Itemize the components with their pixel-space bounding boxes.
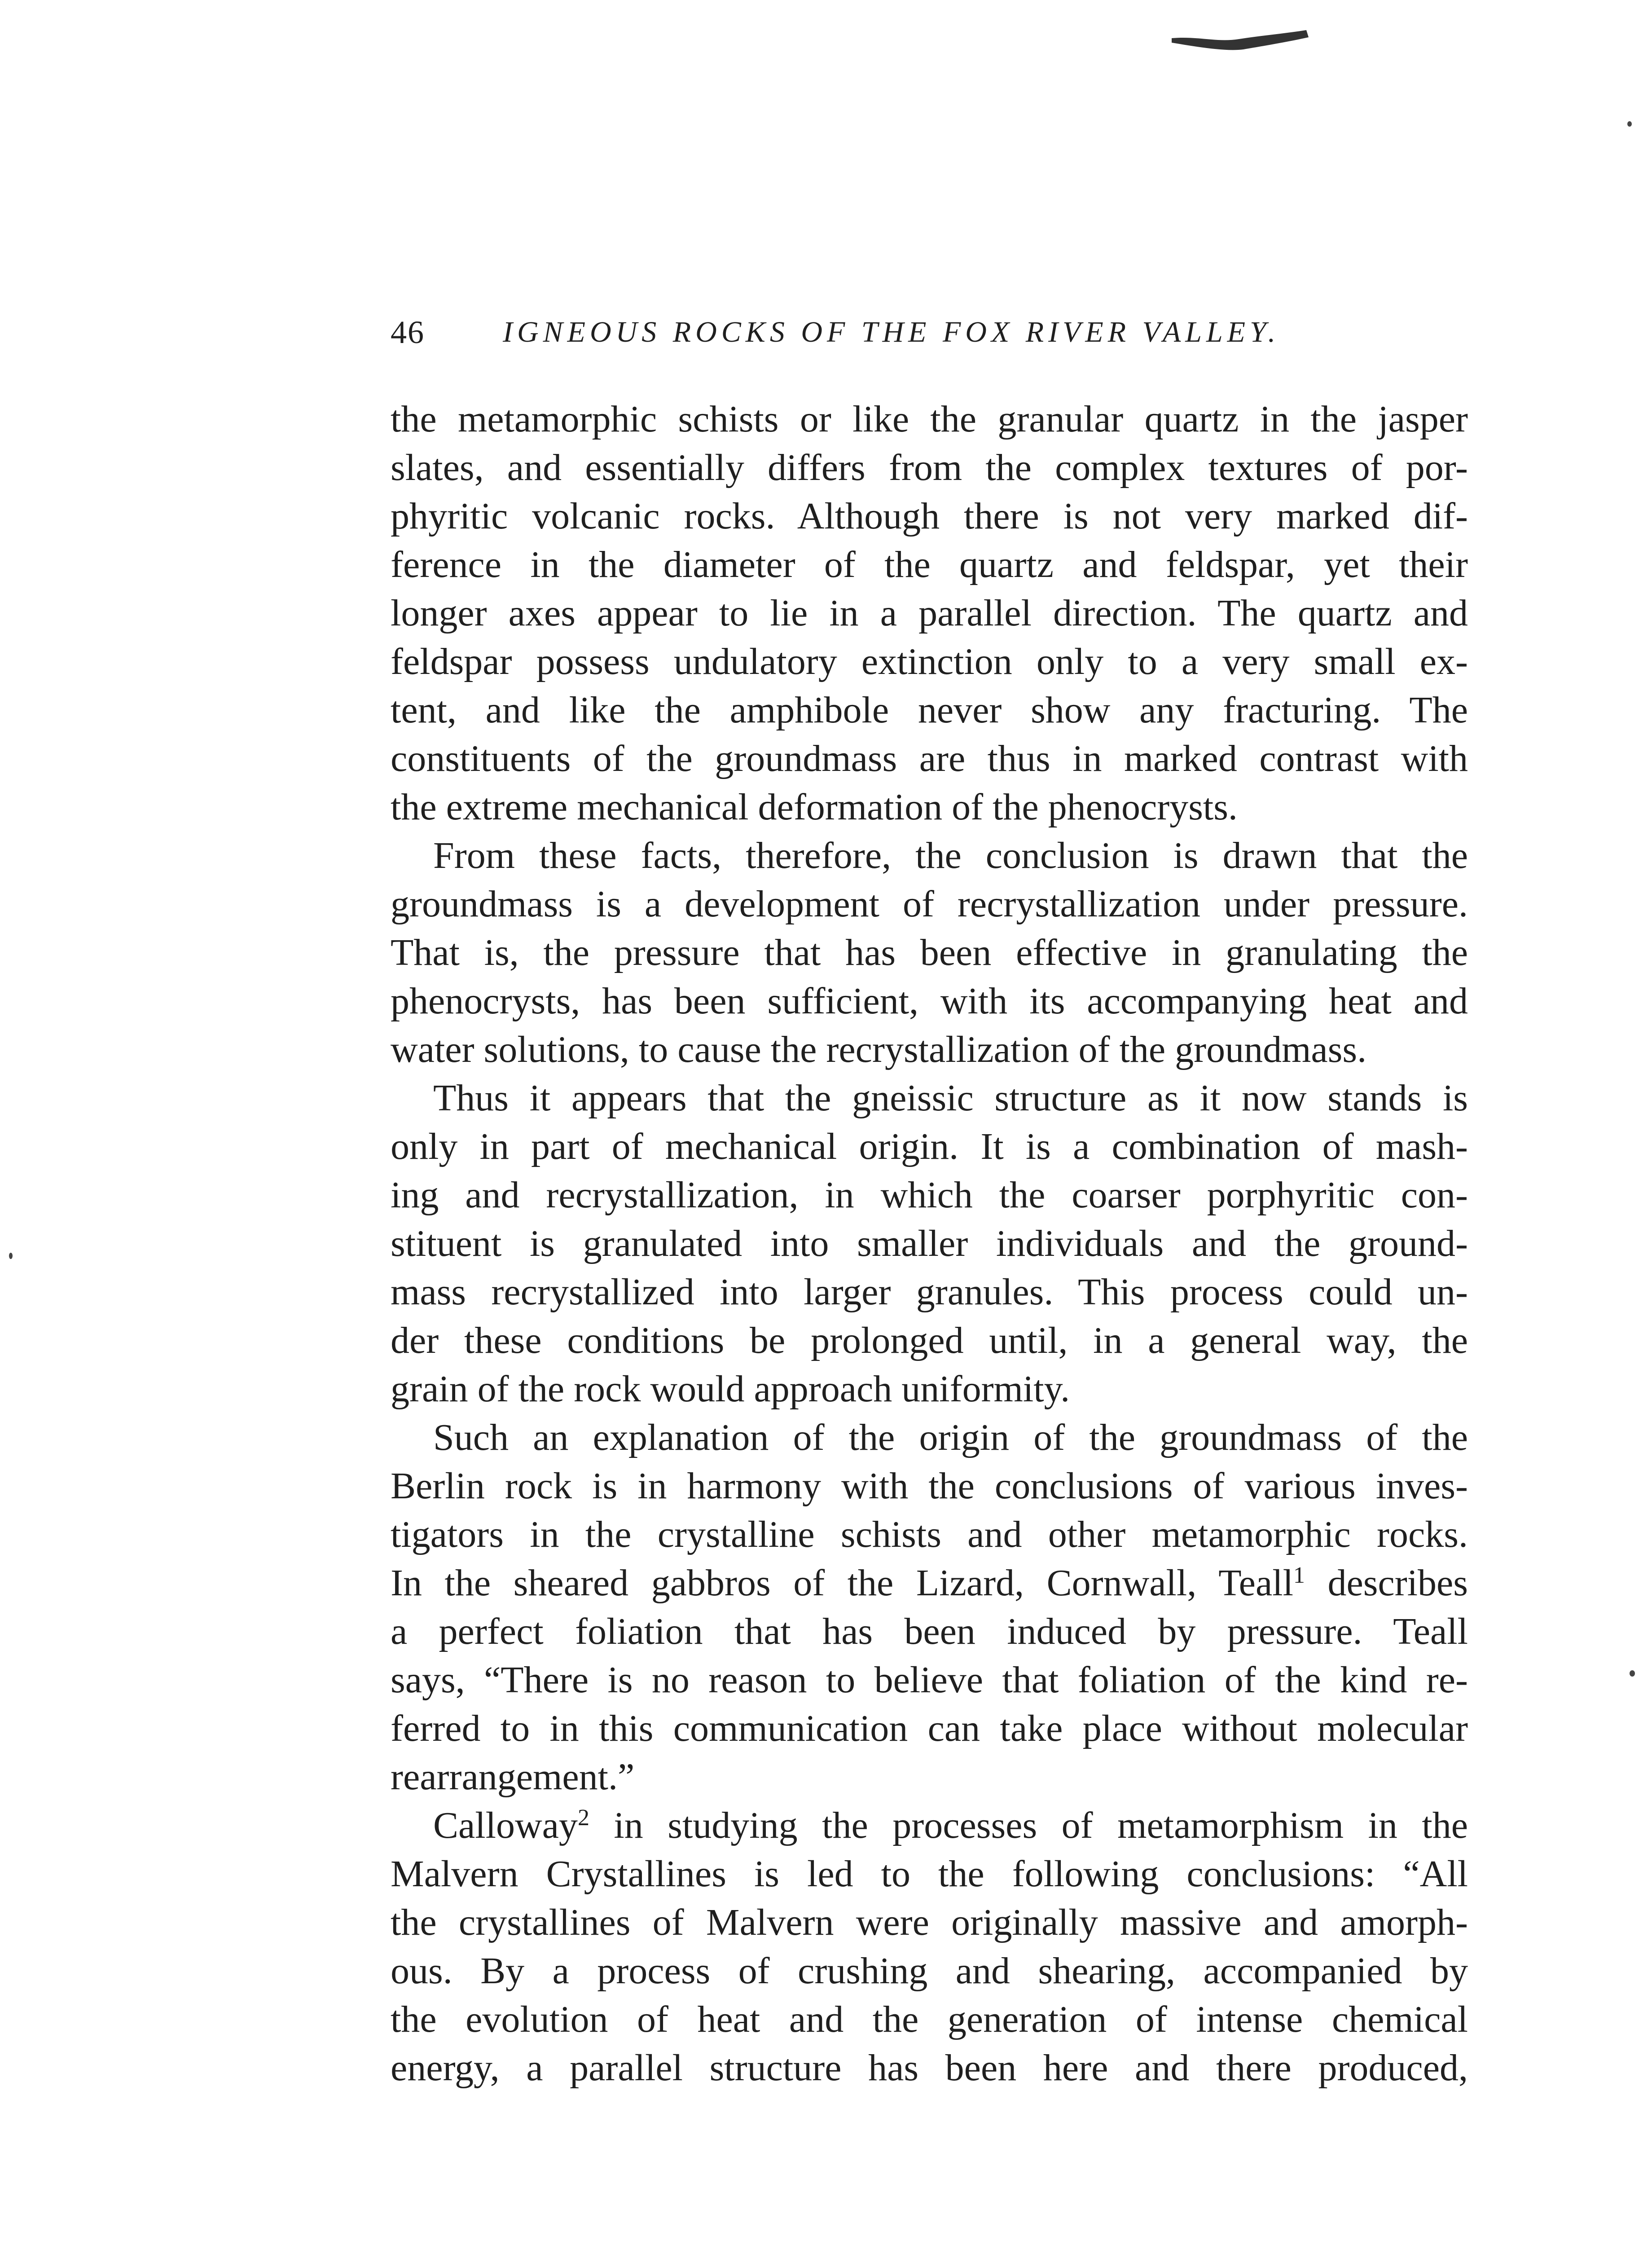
text-line: slates, and essentially differs from the complex textures of por-	[391, 447, 1468, 489]
line-text: Calloway	[433, 1805, 578, 1846]
text-line: ous. By a process of crushing and shearing, accompanied by	[391, 1950, 1468, 1992]
text-line-with-footnote	[391, 1559, 1468, 1607]
footnote-ref-2: 2	[577, 1805, 589, 1831]
text-line: water solutions, to cause the recrystallization of the groundmass.	[391, 1029, 1367, 1070]
scan-speck	[1630, 1670, 1635, 1677]
line-text-tail: in studying the processes of metamorphism in the	[589, 1805, 1468, 1846]
text-line: Malvern Crystallines is led to the following conclusions: “All	[391, 1853, 1468, 1895]
text-line: phenocrysts, has been sufficient, with its accompanying heat and	[391, 980, 1468, 1022]
text-line: groundmass is a development of recrystallization under pressure.	[391, 883, 1468, 925]
text-line: the metamorphic schists or like the granular quartz in the jasper	[391, 398, 1468, 440]
text-line: feldspar possess undulatory extinction only to a very small ex-	[391, 641, 1468, 682]
text-line: From these facts, therefore, the conclusion is drawn that the	[433, 835, 1468, 876]
page-number: 46	[391, 314, 425, 350]
running-title: IGNEOUS ROCKS OF THE FOX RIVER VALLEY.	[503, 316, 1280, 348]
text-line: ing and recrystallization, in which the coarser porphyritic con-	[391, 1174, 1468, 1216]
text-line: a perfect foliation that has been induced by pressure. Teall	[391, 1611, 1468, 1652]
text-line: Such an explanation of the origin of the groundmass of the	[433, 1417, 1468, 1458]
text-line: der these conditions be prolonged until, in a general way, the	[391, 1320, 1468, 1361]
text-line: grain of the rock would approach uniformity.	[391, 1368, 1070, 1410]
text-line: the extreme mechanical deformation of the phenocrysts.	[391, 786, 1238, 828]
text-line: mass recrystallized into larger granules. This process could un-	[391, 1271, 1468, 1313]
page-header	[391, 305, 1481, 359]
text-line: Berlin rock is in harmony with the conclusions of various inves-	[391, 1465, 1468, 1507]
text-line: tent, and like the amphibole never show any fracturing. The	[391, 689, 1468, 731]
text-line-with-footnote	[391, 1801, 1468, 1850]
footnote-ref-1: 1	[1293, 1563, 1305, 1588]
text-line: tigators in the crystalline schists and other metamorphic rocks.	[391, 1514, 1468, 1555]
text-line: energy, a parallel structure has been here and there produced,	[391, 2047, 1468, 2089]
text-line: phyritic volcanic rocks. Although there is not very marked dif-	[391, 495, 1468, 537]
line-text-tail: describes	[1305, 1562, 1468, 1604]
text-line: Thus it appears that the gneissic structure as it now stands is	[433, 1077, 1468, 1119]
text-line: ferred to in this communication can take place without molecular	[391, 1708, 1468, 1749]
text-line: longer axes appear to lie in a parallel direction. The quartz and	[391, 592, 1468, 634]
scan-artifact-mark	[1172, 25, 1333, 56]
text-line: constituents of the groundmass are thus in marked contrast with	[391, 738, 1468, 779]
text-line: stituent is granulated into smaller individuals and the ground-	[391, 1223, 1468, 1264]
line-text: In the sheared gabbros of the Lizard, Cornwall, Teall	[391, 1562, 1293, 1604]
text-line: says, “There is no reason to believe that foliation of the kind re-	[391, 1659, 1468, 1701]
text-line: rearrangement.”	[391, 1756, 635, 1798]
text-line: ference in the diameter of the quartz and feldspar, yet their	[391, 544, 1468, 585]
text-line: That is, the pressure that has been effective in granulating the	[391, 932, 1468, 973]
scan-speck	[9, 1253, 13, 1259]
scan-speck	[1627, 121, 1632, 127]
text-line: only in part of mechanical origin. It is a combination of mash-	[391, 1126, 1468, 1167]
body-text	[391, 395, 1468, 2092]
text-line: the evolution of heat and the generation of intense chemical	[391, 1998, 1468, 2040]
text-line: the crystallines of Malvern were originally massive and amorph-	[391, 1902, 1468, 1943]
